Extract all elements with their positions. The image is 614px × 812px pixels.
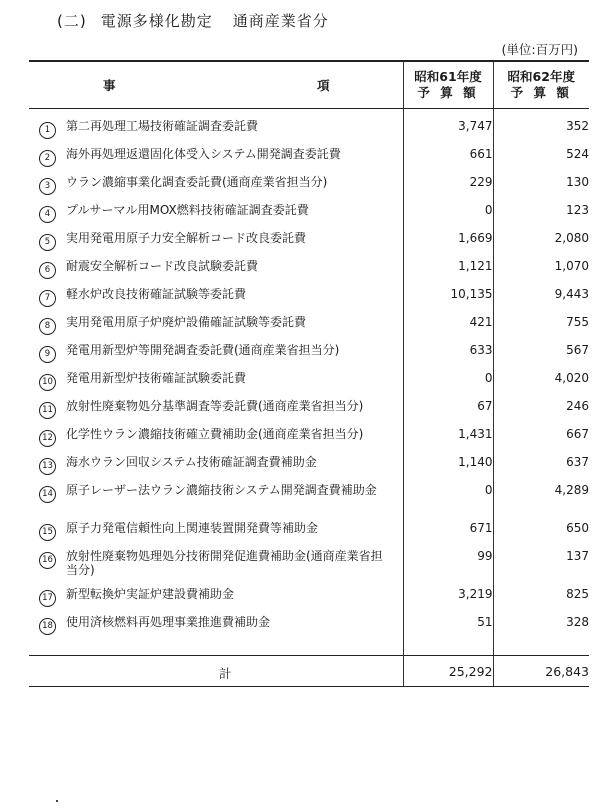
- item-name: 使用済核燃料再処理事業推進費補助金: [66, 615, 271, 629]
- fy61-value: 1,121: [403, 259, 493, 287]
- item-name: プルサーマル用MOX燃料技術確証調査委託費: [66, 203, 309, 217]
- table-row: [29, 119, 589, 147]
- fy62-value: 352: [493, 119, 589, 147]
- unit-label: (単位:百万円): [501, 42, 578, 57]
- row-number: 11: [39, 402, 56, 419]
- table-row: [29, 427, 589, 455]
- table-row: [29, 259, 589, 287]
- item-column-header: [29, 61, 403, 109]
- fy62-year: 昭和62年度: [507, 69, 575, 84]
- item-cell: [29, 549, 403, 587]
- fy61-value: 421: [403, 315, 493, 343]
- fy62-value: 246: [493, 399, 589, 427]
- item-cell: [29, 315, 403, 343]
- table-row: [29, 587, 589, 615]
- fy62-value: 567: [493, 343, 589, 371]
- row-number: 3: [39, 178, 56, 195]
- item-cell: [29, 231, 403, 259]
- fy62-column-header: [493, 61, 589, 109]
- total-label-cell: [29, 656, 403, 687]
- section-number: (二): [57, 12, 87, 30]
- row-number: 2: [39, 150, 56, 167]
- fy62-value: 123: [493, 203, 589, 231]
- fy61-value: 1,140: [403, 455, 493, 483]
- item-name: ウラン濃縮事業化調査委託費(通商産業省担当分): [66, 175, 328, 189]
- row-number: 18: [39, 618, 56, 635]
- fy62-value: 825: [493, 587, 589, 615]
- fy61-value: 51: [403, 615, 493, 643]
- row-number: 15: [39, 524, 56, 541]
- item-cell: [29, 615, 403, 643]
- fy62-value: 9,443: [493, 287, 589, 315]
- fy61-value: 3,747: [403, 119, 493, 147]
- item-header-char-2: 項: [317, 78, 330, 93]
- item-cell: [29, 399, 403, 427]
- fy61-value: 3,219: [403, 587, 493, 615]
- row-number: 8: [39, 318, 56, 335]
- row-number: 17: [39, 590, 56, 607]
- item-name: 原子力発電信頼性向上関連装置開発費等補助金: [66, 521, 319, 535]
- fy62-value: 4,020: [493, 371, 589, 399]
- item-name: 新型転換炉実証炉建設費補助金: [66, 587, 235, 601]
- row-number: 13: [39, 458, 56, 475]
- section-heading: [57, 10, 329, 31]
- row-number: 10: [39, 374, 56, 391]
- item-cell: [29, 203, 403, 231]
- row-number: 6: [39, 262, 56, 279]
- item-name: 発電用新型炉技術確証試験委託費: [66, 371, 247, 385]
- item-cell: [29, 521, 403, 549]
- fy62-value: 755: [493, 315, 589, 343]
- table-row: [29, 371, 589, 399]
- fy61-value: 0: [403, 371, 493, 399]
- row-number: 12: [39, 430, 56, 447]
- item-cell: [29, 175, 403, 203]
- item-cell: [29, 455, 403, 483]
- table-row: [29, 483, 589, 521]
- ministry-label: 通商産業省分: [232, 12, 329, 30]
- fy62-value: 328: [493, 615, 589, 643]
- table-row: [29, 315, 589, 343]
- fy61-value: 671: [403, 521, 493, 549]
- item-name: 第二再処理工場技術確証調査委託費: [66, 119, 259, 133]
- item-name: 実用発電用原子炉廃炉設備確証試験等委託費: [66, 315, 307, 329]
- fy62-value: 637: [493, 455, 589, 483]
- fy61-value: 1,669: [403, 231, 493, 259]
- table-row: [29, 231, 589, 259]
- fy61-value: 0: [403, 483, 493, 521]
- item-cell: [29, 371, 403, 399]
- stray-mark: [56, 800, 58, 802]
- total-row: [29, 656, 589, 687]
- fy62-label: 予 算 額: [510, 85, 572, 100]
- item-cell: [29, 119, 403, 147]
- item-name: 放射性廃棄物処理処分技術開発促進費補助金(通商産業省担当分): [66, 549, 383, 577]
- item-name: 軽水炉改良技術確証試験等委託費: [66, 287, 247, 301]
- row-number: 9: [39, 346, 56, 363]
- item-cell: [29, 287, 403, 315]
- fy61-column-header: [403, 61, 493, 109]
- item-cell: [29, 147, 403, 175]
- item-name: 化学性ウラン濃縮技術確立費補助金(通商産業省担当分): [66, 427, 364, 441]
- table-row: [29, 343, 589, 371]
- fy61-value: 67: [403, 399, 493, 427]
- item-cell: [29, 343, 403, 371]
- table-row: [29, 287, 589, 315]
- item-cell: [29, 587, 403, 615]
- total-fy61: 25,292: [403, 656, 493, 687]
- fy61-value: 0: [403, 203, 493, 231]
- item-cell: [29, 427, 403, 455]
- table-row: [29, 615, 589, 643]
- fy62-value: 650: [493, 521, 589, 549]
- fy61-value: 633: [403, 343, 493, 371]
- table-row: [29, 175, 589, 203]
- item-header-char-1: 事: [103, 78, 116, 93]
- item-name: 耐震安全解析コード改良試験委託費: [66, 259, 259, 273]
- fy62-value: 667: [493, 427, 589, 455]
- header-row: [29, 61, 589, 109]
- row-number: 4: [39, 206, 56, 223]
- item-cell: [29, 483, 403, 521]
- row-number: 7: [39, 290, 56, 307]
- fy61-value: 661: [403, 147, 493, 175]
- table-row: [29, 203, 589, 231]
- fy62-value: 130: [493, 175, 589, 203]
- fy62-value: 1,070: [493, 259, 589, 287]
- row-number: 14: [39, 486, 56, 503]
- item-name: 放射性廃棄物処分基準調査等委託費(通商産業省担当分): [66, 399, 364, 413]
- fy62-value: 4,289: [493, 483, 589, 521]
- section-title: 電源多様化勘定: [100, 12, 213, 30]
- row-number: 5: [39, 234, 56, 251]
- item-name: 海外再処理返還固化体受入システム開発調査委託費: [66, 147, 341, 161]
- fy61-value: 10,135: [403, 287, 493, 315]
- table-row: [29, 521, 589, 549]
- item-name: 実用発電用原子力安全解析コード改良委託費: [66, 231, 307, 245]
- total-label: 計: [219, 666, 232, 681]
- fy61-year: 昭和61年度: [414, 69, 482, 84]
- table-row: [29, 147, 589, 175]
- fy61-value: 1,431: [403, 427, 493, 455]
- total-fy62: 26,843: [493, 656, 589, 687]
- fy61-value: 99: [403, 549, 493, 587]
- fy62-value: 524: [493, 147, 589, 175]
- row-number: 16: [39, 552, 56, 569]
- fy62-value: 137: [493, 549, 589, 587]
- item-name: 海水ウラン回収システム技術確証調査費補助金: [66, 455, 317, 469]
- fy61-value: 229: [403, 175, 493, 203]
- item-name: 原子レーザー法ウラン濃縮技術システム開発調査費補助金: [66, 483, 377, 497]
- budget-table: [29, 60, 589, 687]
- fy62-value: 2,080: [493, 231, 589, 259]
- item-name: 発電用新型炉等開発調査委託費(通商産業省担当分): [66, 343, 340, 357]
- table-row: [29, 399, 589, 427]
- row-number: 1: [39, 122, 56, 139]
- fy61-label: 予 算 額: [417, 85, 479, 100]
- table-row: [29, 455, 589, 483]
- item-cell: [29, 259, 403, 287]
- table-row: [29, 549, 589, 587]
